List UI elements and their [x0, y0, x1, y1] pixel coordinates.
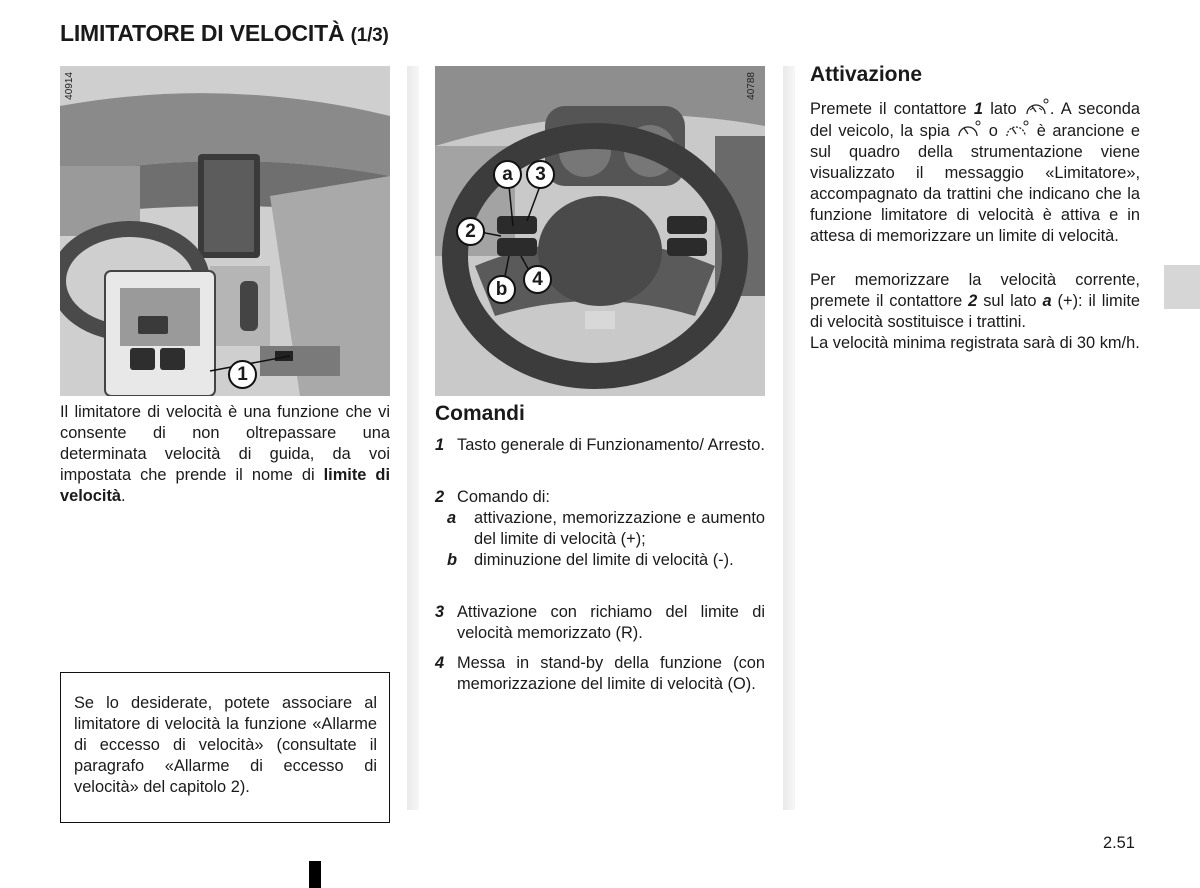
command-item-3	[435, 602, 765, 644]
command-text: Attivazione con richiamo del limite di velocità memorizzato (R).	[457, 603, 765, 642]
intro-text: Il limitatore di velocità è una funzione che vi consente di non oltrepassare una determinata velocità di guida, da voi impostata che prende il nome di	[60, 403, 390, 484]
switch-number: 1	[973, 100, 983, 118]
speed-limiter-warning-alt-icon	[1004, 120, 1030, 140]
note-text: Se lo desiderate, potete associare al limitatore di velocità la funzione «Allarme di eccesso di velocità» (consultate il paragrafo «Allarme di eccesso di velocità» del capitolo 2).	[74, 694, 377, 796]
attivazione-paragraph-3	[810, 333, 1140, 354]
callout-2: 2	[456, 217, 485, 246]
attivazione-paragraph-1	[810, 98, 1140, 247]
command-item-2	[435, 487, 765, 508]
command-letter: b	[447, 551, 458, 569]
command-item-4	[435, 653, 765, 695]
dashboard-illustration	[60, 66, 390, 396]
page-title	[60, 20, 389, 47]
note-box	[60, 672, 390, 823]
speed-limiter-warning-icon	[956, 120, 982, 140]
command-item-2b	[447, 550, 765, 571]
chapter-tab-marker	[1164, 265, 1200, 309]
text-run: o	[982, 122, 1005, 140]
figure-reference-code: 40788	[746, 72, 757, 100]
column-divider-right	[783, 66, 795, 810]
command-text: Messa in stand-by della funzione (con memorizzazione del limite di velocità (O).	[457, 654, 765, 693]
callout-a: a	[493, 160, 522, 189]
text-run: è arancione e sul quadro della strumentazione viene visualizzato il messaggio «Limitatore», accompagnato da trattini che indicano che la funzione limitatore di velocità è attiva e in attesa di memorizzare un limite di velocità.	[810, 122, 1140, 245]
speed-limiter-icon	[1024, 98, 1050, 118]
text-run: lato	[982, 100, 1024, 118]
switch-side-letter: a	[1042, 292, 1052, 310]
text-run: (+): il limite di velocità sostituisce i trattini.	[810, 292, 1141, 331]
text-run: La velocità minima registrata sarà di 30 km/h.	[810, 334, 1140, 352]
page-title-text: LIMITATORE DI VELOCITÀ	[60, 20, 345, 46]
comandi-heading: Comandi	[435, 402, 525, 425]
command-number: 1	[435, 436, 445, 454]
command-number: 2	[435, 488, 445, 506]
callout-b: b	[487, 275, 516, 304]
attivazione-paragraph-2	[810, 270, 1140, 333]
callout-3: 3	[526, 160, 555, 189]
command-text: Comando di:	[457, 488, 550, 506]
switch-number: 2	[968, 292, 978, 310]
command-item-2a	[447, 508, 765, 550]
page-number: 2.51	[1103, 834, 1135, 852]
command-text: Tasto generale di Funzionamento/ Arresto.	[457, 436, 765, 454]
text-run: . A seconda del veicolo, la spia	[810, 100, 1140, 140]
column-divider-left	[407, 66, 419, 810]
figure-reference-code: 40914	[64, 72, 75, 100]
page-title-suffix: (1/3)	[350, 25, 389, 46]
text-run: Per memorizzare la velocità corrente, premete il contattore	[810, 271, 1140, 310]
callout-4: 4	[523, 265, 552, 294]
command-number: 3	[435, 603, 445, 621]
intro-end: .	[121, 487, 126, 505]
command-item-1	[435, 435, 765, 456]
print-crop-mark	[309, 861, 321, 888]
command-text: attivazione, memorizzazione e aumento del limite di velocità (+);	[474, 509, 765, 548]
dashboard-figure	[60, 66, 390, 396]
text-run: sul lato	[977, 292, 1043, 310]
command-letter: a	[447, 509, 457, 527]
text-run: Premete il contattore	[810, 100, 974, 118]
attivazione-heading: Attivazione	[810, 63, 923, 86]
intro-paragraph	[60, 402, 390, 507]
command-text: diminuzione del limite di velocità (-).	[474, 551, 734, 569]
command-number: 4	[435, 654, 445, 672]
callout-1: 1	[228, 360, 257, 389]
intro-emphasis: limite di velocità	[60, 466, 390, 505]
